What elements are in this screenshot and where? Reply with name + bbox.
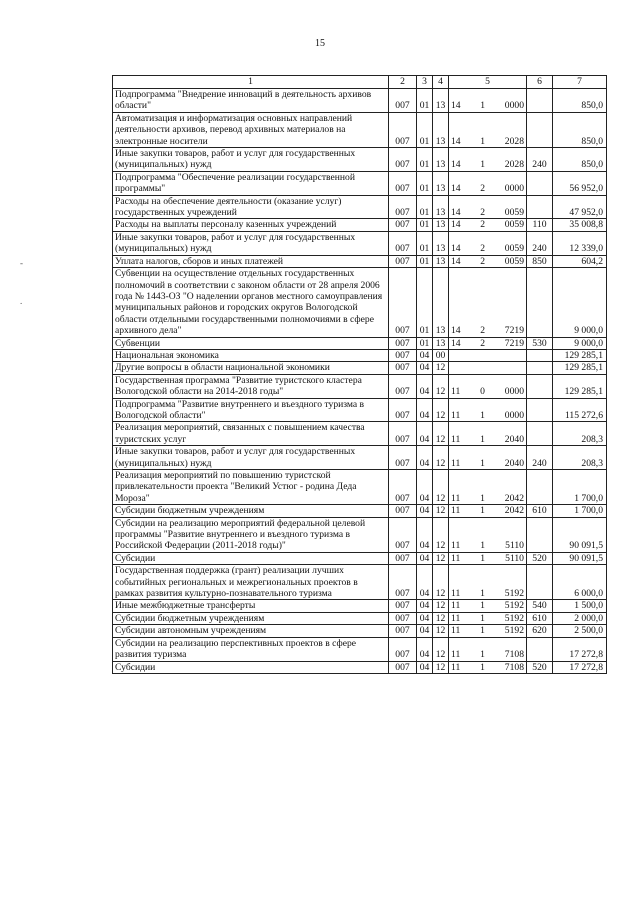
code-admin: 007 xyxy=(389,362,417,374)
expense-type xyxy=(527,517,553,552)
row-name: Государственная программа "Развитие туристского кластера Вологодской области на 2014-2018 годы" xyxy=(113,374,389,398)
table-header-row xyxy=(113,76,607,89)
code-admin: 007 xyxy=(389,231,417,255)
code-section: 04 xyxy=(417,505,433,517)
row-name: Иные межбюджетные трансферты xyxy=(113,600,389,612)
expense-type xyxy=(527,374,553,398)
amount: 129 285,1 xyxy=(553,349,607,361)
expense-type xyxy=(527,171,553,195)
code-admin: 007 xyxy=(389,517,417,552)
table-row xyxy=(113,552,607,564)
target-code-part: 11 xyxy=(451,492,461,504)
target-article-code xyxy=(449,112,527,147)
expense-type: 240 xyxy=(527,231,553,255)
table-row xyxy=(113,637,607,661)
code-subsection: 12 xyxy=(433,612,449,624)
expense-type xyxy=(527,470,553,505)
row-name: Субсидии автономным учреждениям xyxy=(113,625,389,637)
target-code-part: 1 xyxy=(480,540,486,552)
code-section: 01 xyxy=(417,148,433,172)
amount: 2 000,0 xyxy=(553,612,607,624)
amount: 850,0 xyxy=(553,112,607,147)
code-section: 04 xyxy=(417,625,433,637)
code-subsection: 13 xyxy=(433,231,449,255)
code-admin: 007 xyxy=(389,219,417,231)
target-code-part: 0000 xyxy=(504,183,524,195)
target-code-part: 0059 xyxy=(504,243,524,255)
code-subsection: 12 xyxy=(433,362,449,374)
code-subsection: 13 xyxy=(433,337,449,349)
row-name: Субвенции xyxy=(113,337,389,349)
amount: 208,3 xyxy=(553,446,607,470)
code-section: 01 xyxy=(417,171,433,195)
amount: 1 700,0 xyxy=(553,470,607,505)
target-code-part: 2 xyxy=(480,243,486,255)
target-article-code xyxy=(449,470,527,505)
table-row xyxy=(113,517,607,552)
code-subsection: 12 xyxy=(433,552,449,564)
expense-type xyxy=(527,112,553,147)
table-row xyxy=(113,565,607,600)
target-code-part: 1 xyxy=(480,492,485,504)
table-row xyxy=(113,255,607,267)
code-subsection: 13 xyxy=(433,89,449,113)
code-section: 04 xyxy=(417,612,433,624)
target-code-part: 1 xyxy=(480,600,485,612)
table-row xyxy=(113,398,607,422)
code-section: 04 xyxy=(417,422,433,446)
code-admin: 007 xyxy=(389,398,417,422)
expense-type: 530 xyxy=(527,337,553,349)
code-admin: 007 xyxy=(389,661,417,673)
page-number: 15 xyxy=(315,38,325,49)
table-row xyxy=(113,505,607,517)
amount: 850,0 xyxy=(553,148,607,172)
expense-type: 520 xyxy=(527,661,553,673)
target-code-part: 7219 xyxy=(504,325,524,337)
code-admin: 007 xyxy=(389,112,417,147)
target-article-code xyxy=(449,446,527,470)
code-section: 04 xyxy=(417,446,433,470)
code-subsection: 12 xyxy=(433,505,449,517)
target-code-part: 1 xyxy=(480,612,485,624)
target-code-part: 14 xyxy=(451,255,461,267)
row-name: Государственная поддержка (грант) реализации лучших событийных региональных и межрегиональных проектов в рамках развития культурно-познавательного туризма xyxy=(113,565,389,600)
amount: 6 000,0 xyxy=(553,565,607,600)
target-code-part: 2 xyxy=(480,207,486,219)
target-article-code xyxy=(449,231,527,255)
expense-type: 850 xyxy=(527,255,553,267)
amount: 17 272,8 xyxy=(553,637,607,661)
target-code-part: 2042 xyxy=(504,505,524,517)
expense-type xyxy=(527,398,553,422)
target-article-code xyxy=(449,422,527,446)
code-admin: 007 xyxy=(389,89,417,113)
target-code-part: 5110 xyxy=(505,540,524,552)
target-article-code xyxy=(449,219,527,231)
target-code-part: 0059 xyxy=(504,219,524,231)
row-name: Субвенции на осуществление отдельных государственных полномочий в соответствии с законом области от 28 апреля 2006 года № 1443-ОЗ "О наделении органов местного самоуправления муниципальных районов и городских округов Вологодской области отдельными государственными полномочиями в сфере архивного дела" xyxy=(113,268,389,337)
target-code-part: 0000 xyxy=(504,409,524,421)
code-section: 04 xyxy=(417,374,433,398)
target-code-part: 1 xyxy=(480,505,485,517)
code-subsection: 12 xyxy=(433,625,449,637)
target-code-part: 14 xyxy=(451,337,461,349)
code-section: 01 xyxy=(417,268,433,337)
code-subsection: 13 xyxy=(433,112,449,147)
target-code-part: 7108 xyxy=(504,649,524,661)
expense-type xyxy=(527,362,553,374)
table-row xyxy=(113,89,607,113)
target-code-part: 2042 xyxy=(504,492,524,504)
target-code-part: 1 xyxy=(480,159,486,171)
target-code-part: 11 xyxy=(451,457,461,469)
target-code-part: 5192 xyxy=(504,588,524,600)
table-row xyxy=(113,600,607,612)
target-code-part: 2 xyxy=(480,255,486,267)
target-code-part: 0059 xyxy=(504,255,524,267)
code-subsection: 13 xyxy=(433,148,449,172)
row-name: Субсидии бюджетным учреждениям xyxy=(113,612,389,624)
expense-type: 240 xyxy=(527,148,553,172)
target-article-code xyxy=(449,398,527,422)
code-section: 04 xyxy=(417,470,433,505)
target-code-part: 11 xyxy=(451,588,461,600)
code-admin: 007 xyxy=(389,148,417,172)
target-code-part: 11 xyxy=(451,505,461,517)
target-code-part: 0000 xyxy=(504,100,524,112)
row-name: Реализация мероприятий, связанных с повышением качества туристских услуг xyxy=(113,422,389,446)
code-subsection: 12 xyxy=(433,422,449,446)
expense-type: 540 xyxy=(527,600,553,612)
target-code-part: 1 xyxy=(480,433,485,445)
column-header: 2 xyxy=(389,76,417,89)
table-row xyxy=(113,337,607,349)
target-code-part: 1 xyxy=(480,409,485,421)
expense-type: 110 xyxy=(527,219,553,231)
code-admin: 007 xyxy=(389,349,417,361)
code-admin: 007 xyxy=(389,637,417,661)
row-name: Подпрограмма "Внедрение инноваций в деятельность архивов области" xyxy=(113,89,389,113)
expense-type xyxy=(527,349,553,361)
table-row xyxy=(113,112,607,147)
target-code-part: 1 xyxy=(480,457,485,469)
column-header: 1 xyxy=(113,76,389,89)
code-admin: 007 xyxy=(389,505,417,517)
target-article-code xyxy=(449,552,527,564)
table-row xyxy=(113,422,607,446)
code-section: 01 xyxy=(417,219,433,231)
amount: 9 000,0 xyxy=(553,337,607,349)
code-admin: 007 xyxy=(389,470,417,505)
target-code-part: 11 xyxy=(451,409,461,421)
code-subsection: 12 xyxy=(433,661,449,673)
row-name: Подпрограмма "Обеспечение реализации государственной программы" xyxy=(113,171,389,195)
target-code-part: 2 xyxy=(480,219,486,231)
row-name: Расходы на выплаты персоналу казенных учреждений xyxy=(113,219,389,231)
row-name: Реализация мероприятий по повышению туристской привлекательности проекта "Великий Устюг - родина Деда Мороза" xyxy=(113,470,389,505)
target-article-code xyxy=(449,565,527,600)
target-code-part: 5192 xyxy=(504,625,524,637)
code-section: 04 xyxy=(417,600,433,612)
code-subsection: 00 xyxy=(433,349,449,361)
amount: 9 000,0 xyxy=(553,268,607,337)
table-row xyxy=(113,661,607,673)
target-code-part: 1 xyxy=(480,661,485,673)
table-row xyxy=(113,374,607,398)
expense-type xyxy=(527,268,553,337)
amount: 1 700,0 xyxy=(553,505,607,517)
target-article-code xyxy=(449,268,527,337)
amount: 604,2 xyxy=(553,255,607,267)
target-code-part: 2 xyxy=(480,183,486,195)
table-row xyxy=(113,470,607,505)
target-code-part: 2028 xyxy=(504,159,524,171)
code-admin: 007 xyxy=(389,565,417,600)
code-admin: 007 xyxy=(389,552,417,564)
target-article-code xyxy=(449,374,527,398)
target-code-part: 0059 xyxy=(504,207,524,219)
expense-type: 610 xyxy=(527,612,553,624)
code-subsection: 12 xyxy=(433,446,449,470)
target-code-part: 2040 xyxy=(504,433,524,445)
target-article-code xyxy=(449,349,527,361)
code-admin: 007 xyxy=(389,171,417,195)
target-code-part: 5192 xyxy=(504,600,524,612)
expense-type xyxy=(527,89,553,113)
target-code-part: 14 xyxy=(451,159,461,171)
row-name: Субсидии xyxy=(113,552,389,564)
target-code-part: 11 xyxy=(451,552,461,564)
expense-type: 520 xyxy=(527,552,553,564)
amount: 208,3 xyxy=(553,422,607,446)
code-subsection: 13 xyxy=(433,219,449,231)
row-name: Субсидии бюджетным учреждениям xyxy=(113,505,389,517)
column-header: 7 xyxy=(553,76,607,89)
amount: 115 272,6 xyxy=(553,398,607,422)
code-section: 04 xyxy=(417,661,433,673)
target-article-code xyxy=(449,661,527,673)
code-admin: 007 xyxy=(389,195,417,219)
target-article-code xyxy=(449,255,527,267)
target-article-code xyxy=(449,612,527,624)
code-section: 01 xyxy=(417,337,433,349)
code-admin: 007 xyxy=(389,446,417,470)
target-article-code xyxy=(449,362,527,374)
row-name: Иные закупки товаров, работ и услуг для государственных (муниципальных) нужд xyxy=(113,148,389,172)
row-name: Другие вопросы в области национальной экономики xyxy=(113,362,389,374)
column-header: 5 xyxy=(449,76,527,89)
code-admin: 007 xyxy=(389,612,417,624)
row-name: Автоматизация и информатизация основных направлений деятельности архивов, перевод архивных материалов на электронные носители xyxy=(113,112,389,147)
expense-type: 620 xyxy=(527,625,553,637)
code-subsection: 12 xyxy=(433,398,449,422)
table-row xyxy=(113,349,607,361)
table-row xyxy=(113,446,607,470)
code-section: 04 xyxy=(417,349,433,361)
amount: 90 091,5 xyxy=(553,552,607,564)
target-code-part: 7219 xyxy=(504,337,524,349)
code-admin: 007 xyxy=(389,255,417,267)
code-admin: 007 xyxy=(389,374,417,398)
target-code-part: 14 xyxy=(451,100,461,112)
target-code-part: 1 xyxy=(480,588,485,600)
code-subsection: 13 xyxy=(433,195,449,219)
amount: 17 272,8 xyxy=(553,661,607,673)
code-subsection: 12 xyxy=(433,637,449,661)
target-article-code xyxy=(449,148,527,172)
amount: 12 339,0 xyxy=(553,231,607,255)
code-section: 01 xyxy=(417,112,433,147)
target-code-part: 14 xyxy=(451,183,461,195)
target-code-part: 14 xyxy=(451,243,461,255)
target-code-part: 5192 xyxy=(504,612,524,624)
code-admin: 007 xyxy=(389,337,417,349)
target-code-part: 1 xyxy=(480,135,486,147)
row-name: Национальная экономика xyxy=(113,349,389,361)
target-article-code xyxy=(449,600,527,612)
code-subsection: 12 xyxy=(433,565,449,600)
target-article-code xyxy=(449,337,527,349)
target-article-code xyxy=(449,171,527,195)
code-subsection: 12 xyxy=(433,600,449,612)
target-code-part: 14 xyxy=(451,219,461,231)
target-code-part: 11 xyxy=(451,625,461,637)
code-subsection: 12 xyxy=(433,517,449,552)
table-row xyxy=(113,148,607,172)
expense-type xyxy=(527,195,553,219)
amount: 2 500,0 xyxy=(553,625,607,637)
code-admin: 007 xyxy=(389,625,417,637)
target-code-part: 14 xyxy=(451,325,461,337)
row-name: Подпрограмма "Развитие внутреннего и въездного туризма в Вологодской области" xyxy=(113,398,389,422)
table-body xyxy=(113,89,607,674)
row-name: Расходы на обеспечение деятельности (оказание услуг) государственных учреждений xyxy=(113,195,389,219)
column-header: 3 xyxy=(417,76,433,89)
code-section: 04 xyxy=(417,637,433,661)
target-code-part: 1 xyxy=(480,100,486,112)
expense-type: 610 xyxy=(527,505,553,517)
target-code-part: 1 xyxy=(480,552,486,564)
expense-type xyxy=(527,637,553,661)
table-row xyxy=(113,268,607,337)
target-code-part: 11 xyxy=(451,386,461,398)
code-section: 04 xyxy=(417,552,433,564)
target-code-part: 2040 xyxy=(504,457,524,469)
code-section: 01 xyxy=(417,255,433,267)
target-code-part: 11 xyxy=(451,433,461,445)
target-article-code xyxy=(449,195,527,219)
code-subsection: 13 xyxy=(433,268,449,337)
code-section: 01 xyxy=(417,195,433,219)
amount: 129 285,1 xyxy=(553,362,607,374)
row-name: Субсидии xyxy=(113,661,389,673)
target-code-part: 11 xyxy=(451,540,461,552)
code-section: 04 xyxy=(417,565,433,600)
target-code-part: 11 xyxy=(451,612,461,624)
target-code-part: 14 xyxy=(451,135,461,147)
code-admin: 007 xyxy=(389,600,417,612)
target-article-code xyxy=(449,89,527,113)
code-subsection: 12 xyxy=(433,470,449,505)
amount: 90 091,5 xyxy=(553,517,607,552)
margin-mark: . xyxy=(20,296,23,306)
target-code-part: 2 xyxy=(480,337,486,349)
table-row xyxy=(113,171,607,195)
amount: 1 500,0 xyxy=(553,600,607,612)
code-admin: 007 xyxy=(389,268,417,337)
row-name: Субсидии на реализацию мероприятий федеральной целевой программы "Развитие внутреннего и въездного туризма в Российской Федерации (2011-2018 годы)" xyxy=(113,517,389,552)
table-row xyxy=(113,362,607,374)
code-section: 04 xyxy=(417,398,433,422)
target-article-code xyxy=(449,517,527,552)
target-code-part: 2028 xyxy=(504,135,524,147)
target-code-part: 14 xyxy=(451,207,461,219)
code-subsection: 13 xyxy=(433,171,449,195)
target-code-part: 11 xyxy=(451,649,461,661)
code-section: 04 xyxy=(417,517,433,552)
target-code-part: 1 xyxy=(480,625,485,637)
amount: 850,0 xyxy=(553,89,607,113)
margin-mark: - xyxy=(20,258,23,268)
amount: 129 285,1 xyxy=(553,374,607,398)
expense-type xyxy=(527,422,553,446)
target-article-code xyxy=(449,637,527,661)
target-article-code xyxy=(449,625,527,637)
table-row xyxy=(113,219,607,231)
table-row xyxy=(113,195,607,219)
target-code-part: 5110 xyxy=(505,552,524,564)
table-row xyxy=(113,625,607,637)
target-code-part: 1 xyxy=(480,649,485,661)
amount: 47 952,0 xyxy=(553,195,607,219)
code-section: 04 xyxy=(417,362,433,374)
code-subsection: 12 xyxy=(433,374,449,398)
target-code-part: 11 xyxy=(451,600,461,612)
row-name: Уплата налогов, сборов и иных платежей xyxy=(113,255,389,267)
column-header: 6 xyxy=(527,76,553,89)
budget-table xyxy=(112,75,607,674)
amount: 56 952,0 xyxy=(553,171,607,195)
target-code-part: 2 xyxy=(480,325,486,337)
expense-type xyxy=(527,565,553,600)
row-name: Иные закупки товаров, работ и услуг для государственных (муниципальных) нужд xyxy=(113,231,389,255)
code-subsection: 13 xyxy=(433,255,449,267)
code-section: 01 xyxy=(417,89,433,113)
target-code-part: 7108 xyxy=(504,661,524,673)
target-article-code xyxy=(449,505,527,517)
row-name: Субсидии на реализацию перспективных проектов в сфере развития туризма xyxy=(113,637,389,661)
target-code-part: 11 xyxy=(451,661,461,673)
expense-type: 240 xyxy=(527,446,553,470)
amount: 35 008,8 xyxy=(553,219,607,231)
column-header: 4 xyxy=(433,76,449,89)
code-section: 01 xyxy=(417,231,433,255)
table-row xyxy=(113,231,607,255)
target-code-part: 0 xyxy=(480,386,485,398)
table-row xyxy=(113,612,607,624)
row-name: Иные закупки товаров, работ и услуг для государственных (муниципальных) нужд xyxy=(113,446,389,470)
code-admin: 007 xyxy=(389,422,417,446)
target-code-part: 0000 xyxy=(504,386,524,398)
